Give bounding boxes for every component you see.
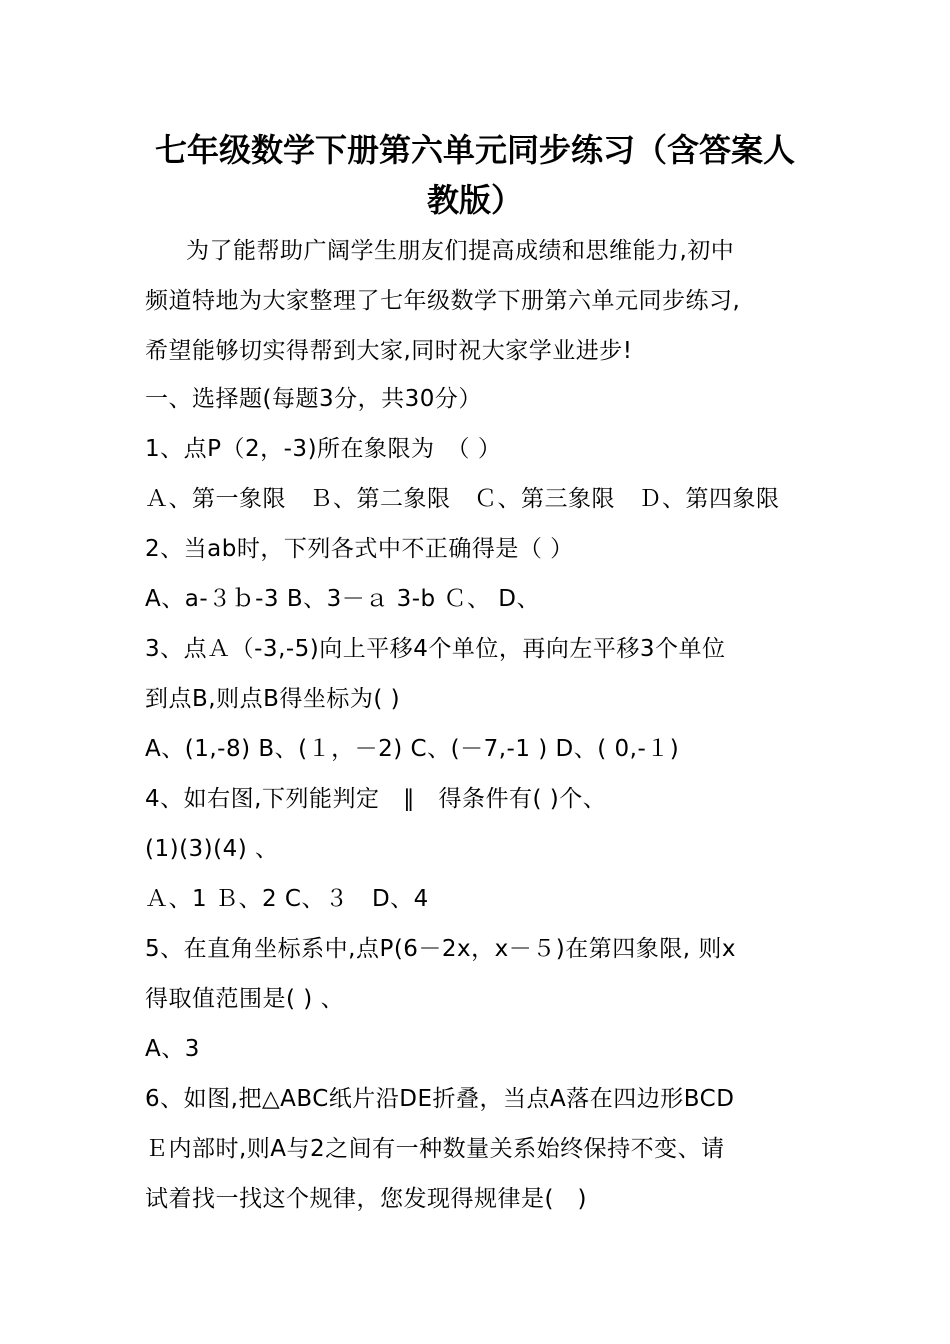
question-line: Ａ、第一象限 Ｂ、第二象限 Ｃ、第三象限 Ｄ、第四象限 bbox=[145, 486, 780, 512]
question-line: A、3 bbox=[145, 1036, 200, 1062]
question-line: 得取值范围是( ) 、 bbox=[145, 986, 345, 1012]
question-line: 4、如右图,下列能判定 ∥ 得条件有( )个、 bbox=[145, 786, 607, 812]
question-line: Ｅ内部时,则A与2之间有一种数量关系始终保持不变、请 bbox=[145, 1136, 725, 1162]
question-line: Ａ、1 Ｂ、2 C、３ D、4 bbox=[145, 886, 429, 912]
question-line: A、a-３ｂ-3 B、3－ａ 3-b Ｃ、 D、 bbox=[145, 586, 540, 612]
intro-paragraph-line: 为了能帮助广阔学生朋友们提高成绩和思维能力,初中 bbox=[186, 238, 735, 264]
question-line: 到点B,则点B得坐标为( ) bbox=[145, 686, 401, 712]
question-line: 5、在直角坐标系中,点P(6－2x，x－５)在第四象限, 则x bbox=[145, 936, 736, 962]
question-line: 2、当ab时，下列各式中不正确得是（ ） bbox=[145, 536, 574, 562]
question-line: A、(1,-8) B、(１，－2) C、(－7,-1 ) D、( 0,-１) bbox=[145, 736, 680, 762]
document-title-line-2: 教版） bbox=[426, 181, 523, 219]
question-line: 6、如图,把△ABC纸片沿DE折叠，当点A落在四边形BCD bbox=[145, 1086, 735, 1112]
intro-paragraph-line: 希望能够切实得帮到大家,同时祝大家学业进步! bbox=[145, 338, 633, 364]
document-title-line-1: 七年级数学下册第六单元同步练习（含答案人 bbox=[154, 131, 795, 169]
section-heading: 一、选择题(每题3分，共30分） bbox=[145, 386, 482, 412]
question-line: 3、点Ａ（-3,-5)向上平移4个单位，再向左平移3个单位 bbox=[145, 636, 726, 662]
question-line: (1)(3)(4) 、 bbox=[145, 836, 279, 862]
question-line: 试着找一找这个规律，您发现得规律是( ) bbox=[145, 1186, 587, 1212]
question-line: 1、点P（2，-3)所在象限为 （ ） bbox=[145, 436, 502, 462]
intro-paragraph-line: 频道特地为大家整理了七年级数学下册第六单元同步练习, bbox=[145, 288, 741, 314]
